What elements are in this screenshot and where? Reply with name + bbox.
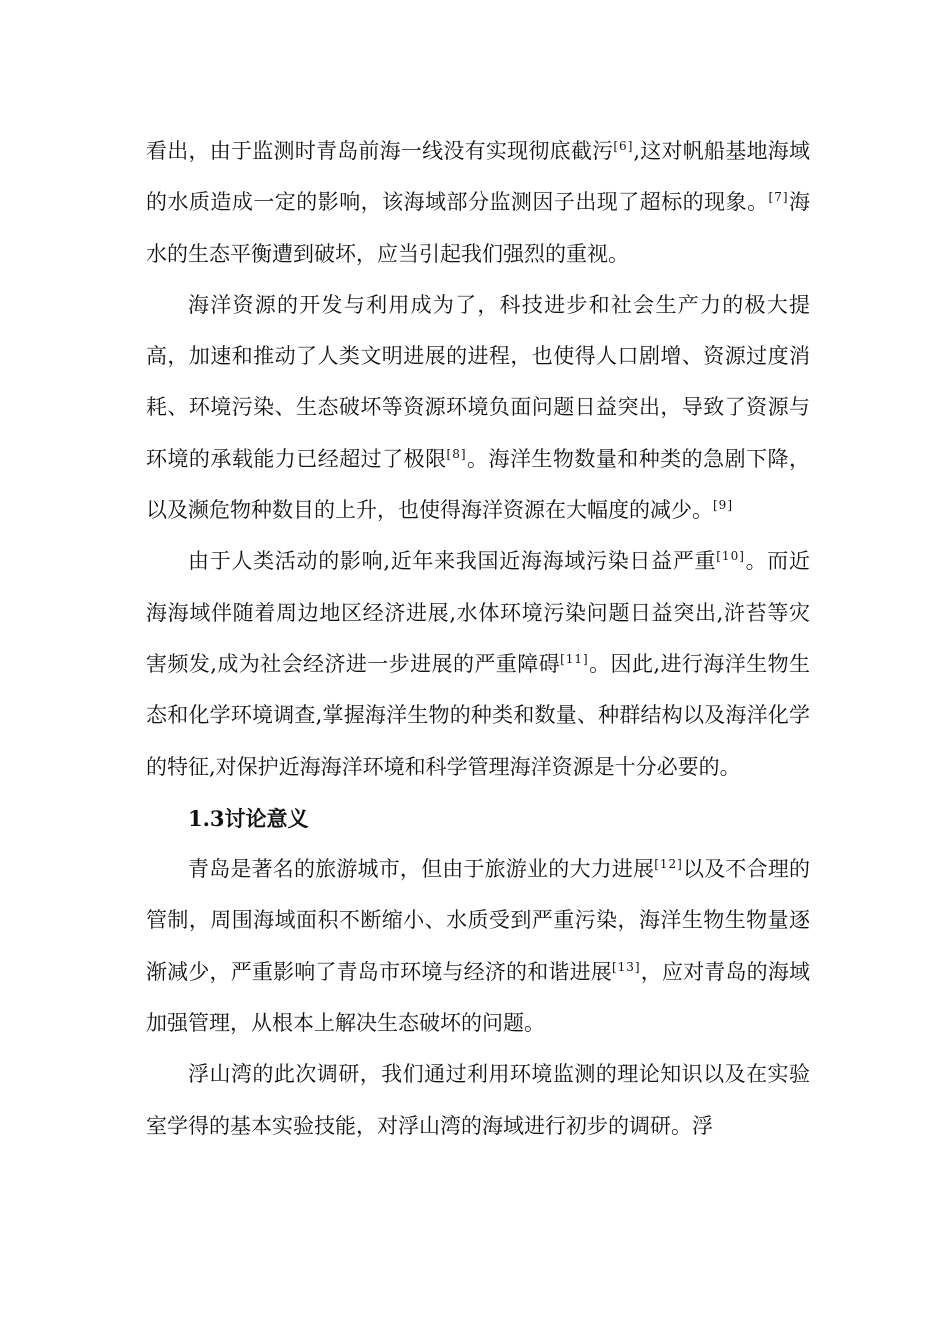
paragraph [146,280,810,536]
citation-marker: [13] [611,959,641,974]
paragraph [146,126,810,280]
document-page [146,126,810,1152]
citation-marker: [10] [716,549,745,564]
paragraph [146,1049,810,1152]
text-run: ，应对青岛的海域加强管理，从根本上解决生态破坏的问题。 [146,959,811,1036]
section-heading: 1.3讨论意义 [188,805,309,831]
text-run: 。海洋生物数量和种类的急剧下降，以及濒危物种数目的上升，也使得海洋资源在大幅度的减少。 [146,446,811,523]
text-run: 由于人类活动的影响,近年来我国近海海域污染日益严重 [188,549,717,574]
citation-marker: [12] [654,857,683,872]
citation-marker: [6] [613,139,634,153]
citation-marker: [7] [768,190,789,205]
text-run: 。因此,进行海洋生物生态和化学环境调查,掌握海洋生物的种类和数量、种群结构以及海洋化学的特征,对保护近海海洋环境和科学管理海洋资源是十分必要的。 [146,651,810,779]
text-run: 。而近海海域伴随着周边地区经济进展,水体环境污染问题日益突出,浒苔等灾害频发,成为社会经济进一步进展的严重障碍 [146,549,810,676]
text-run: 海洋资源的开发与利用成为了，科技进步和社会生产力的极大提高，加速和推动了人类文明进展的进程，也使得人口剧增、资源过度消耗、环境污染、生态破坏等资源环境负面问题日益突出，导致了资源与环境的承载能力已经超过了极限 [146,292,810,471]
text-run: 青岛是著名的旅游城市，但由于旅游业的大力进展 [188,857,655,882]
citation-marker: [9] [713,498,733,513]
body-text-after-heading [146,844,810,1152]
paragraph [146,536,810,792]
citation-marker: [11] [560,651,589,666]
body-text-before-heading [146,126,810,793]
text-run: 浮山湾的此次调研，我们通过利用环境监测的理论知识以及在实验室学得的基本实验技能，对浮山湾的海域进行初步的调研。浮 [146,1062,810,1138]
paragraph [146,844,810,1049]
text-run: ,这对帆船基地海域的水质造成一定的影响，该海域部分监测因子出现了超标的现象。 [146,139,810,215]
text-run: 看出，由于监测时青岛前海一线没有实现彻底截污 [146,139,614,163]
text-run: 海水的生态平衡遭到破坏，应当引起我们强烈的重视。 [146,190,810,266]
text-run: 以及不合理的管制，周围海域面积不断缩小、水质受到严重污染，海洋生物生物量逐渐减少，严重影响了青岛市环境与经济的和谐进展 [146,857,811,984]
citation-marker: [8] [446,446,467,461]
